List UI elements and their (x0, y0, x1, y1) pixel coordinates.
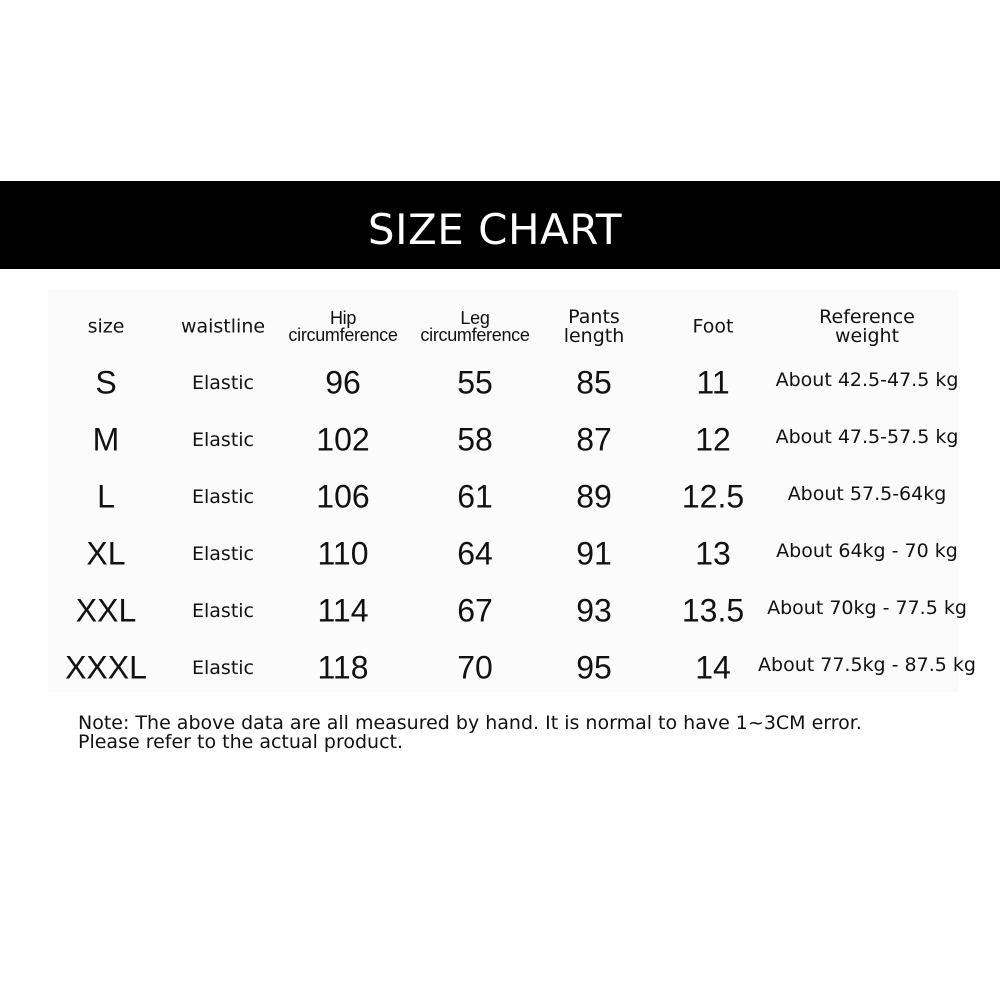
column-header-reference-weight (819, 308, 915, 346)
table-cell-reference-weight: About 70kg - 77.5 kg (767, 597, 967, 619)
column-header-pants-length (564, 308, 625, 346)
table-cell-hip: 110 (317, 535, 369, 572)
column-header-line: size (87, 315, 125, 338)
column-header-hip (288, 310, 397, 344)
note-line: Please refer to the actual product. (78, 731, 404, 753)
table-cell-hip: 118 (317, 649, 369, 686)
table-cell-leg: 67 (457, 592, 493, 629)
table-cell-leg: 55 (457, 364, 493, 401)
column-header-size (87, 315, 125, 338)
table-cell-waistline: Elastic (191, 600, 255, 622)
column-header-line: length (563, 325, 625, 347)
table-cell-size: S (95, 364, 117, 401)
table-cell-pants-length: 87 (576, 421, 612, 458)
column-header-line: circumference (288, 325, 398, 345)
title-banner (0, 181, 1000, 269)
table-cell-foot: 13.5 (681, 592, 745, 629)
column-header-line: Pants (568, 306, 620, 328)
table-cell-leg: 64 (457, 535, 493, 572)
table-cell-size: XL (86, 535, 126, 572)
column-header-line: waistline (180, 315, 266, 338)
table-cell-pants-length: 89 (576, 478, 612, 515)
note-text (78, 714, 958, 752)
table-cell-leg: 61 (457, 478, 493, 515)
table-cell-waistline: Elastic (191, 657, 255, 679)
column-header-foot (692, 315, 734, 338)
table-cell-foot: 11 (696, 364, 730, 401)
column-header-line: weight (834, 325, 900, 347)
table-cell-waistline: Elastic (191, 429, 255, 451)
table-cell-size: XXXL (65, 649, 147, 686)
table-cell-hip: 96 (325, 364, 361, 401)
page-title: SIZE CHART (367, 204, 623, 254)
table-cell-hip: 102 (316, 421, 370, 458)
table-cell-leg: 70 (457, 649, 493, 686)
table-cell-size: M (92, 421, 120, 458)
table-cell-foot: 13 (695, 535, 731, 572)
table-cell-hip: 106 (316, 478, 370, 515)
table-cell-size: XXL (75, 592, 137, 629)
table-cell-leg: 58 (457, 421, 493, 458)
column-header-line: Hip (329, 308, 357, 328)
column-header-leg (420, 310, 529, 344)
column-header-line: Foot (692, 315, 734, 338)
table-cell-foot: 12.5 (681, 478, 745, 515)
table-cell-reference-weight: About 47.5-57.5 kg (775, 426, 959, 448)
table-cell-waistline: Elastic (191, 486, 255, 508)
table-cell-pants-length: 85 (576, 364, 612, 401)
column-header-waistline (180, 315, 266, 338)
note-line: Note: The above data are all measured by hand. It is normal to have 1~3CM error. (78, 712, 862, 734)
column-header-line: Leg (460, 308, 490, 328)
table-cell-hip: 114 (317, 592, 369, 629)
table-cell-waistline: Elastic (191, 543, 255, 565)
table-cell-foot: 12 (695, 421, 731, 458)
table-cell-reference-weight: About 77.5kg - 87.5 kg (758, 654, 976, 676)
table-cell-pants-length: 91 (576, 535, 612, 572)
column-header-line: Reference (819, 306, 915, 328)
table-cell-foot: 14 (695, 649, 731, 686)
table-cell-reference-weight: About 64kg - 70 kg (776, 540, 958, 562)
table-cell-reference-weight: About 57.5-64kg (787, 483, 947, 505)
table-cell-waistline: Elastic (191, 372, 255, 394)
table-cell-reference-weight: About 42.5-47.5 kg (775, 369, 959, 391)
table-cell-size: L (97, 478, 115, 515)
table-cell-pants-length: 93 (576, 592, 612, 629)
column-header-line: circumference (420, 325, 530, 345)
table-cell-pants-length: 95 (576, 649, 612, 686)
